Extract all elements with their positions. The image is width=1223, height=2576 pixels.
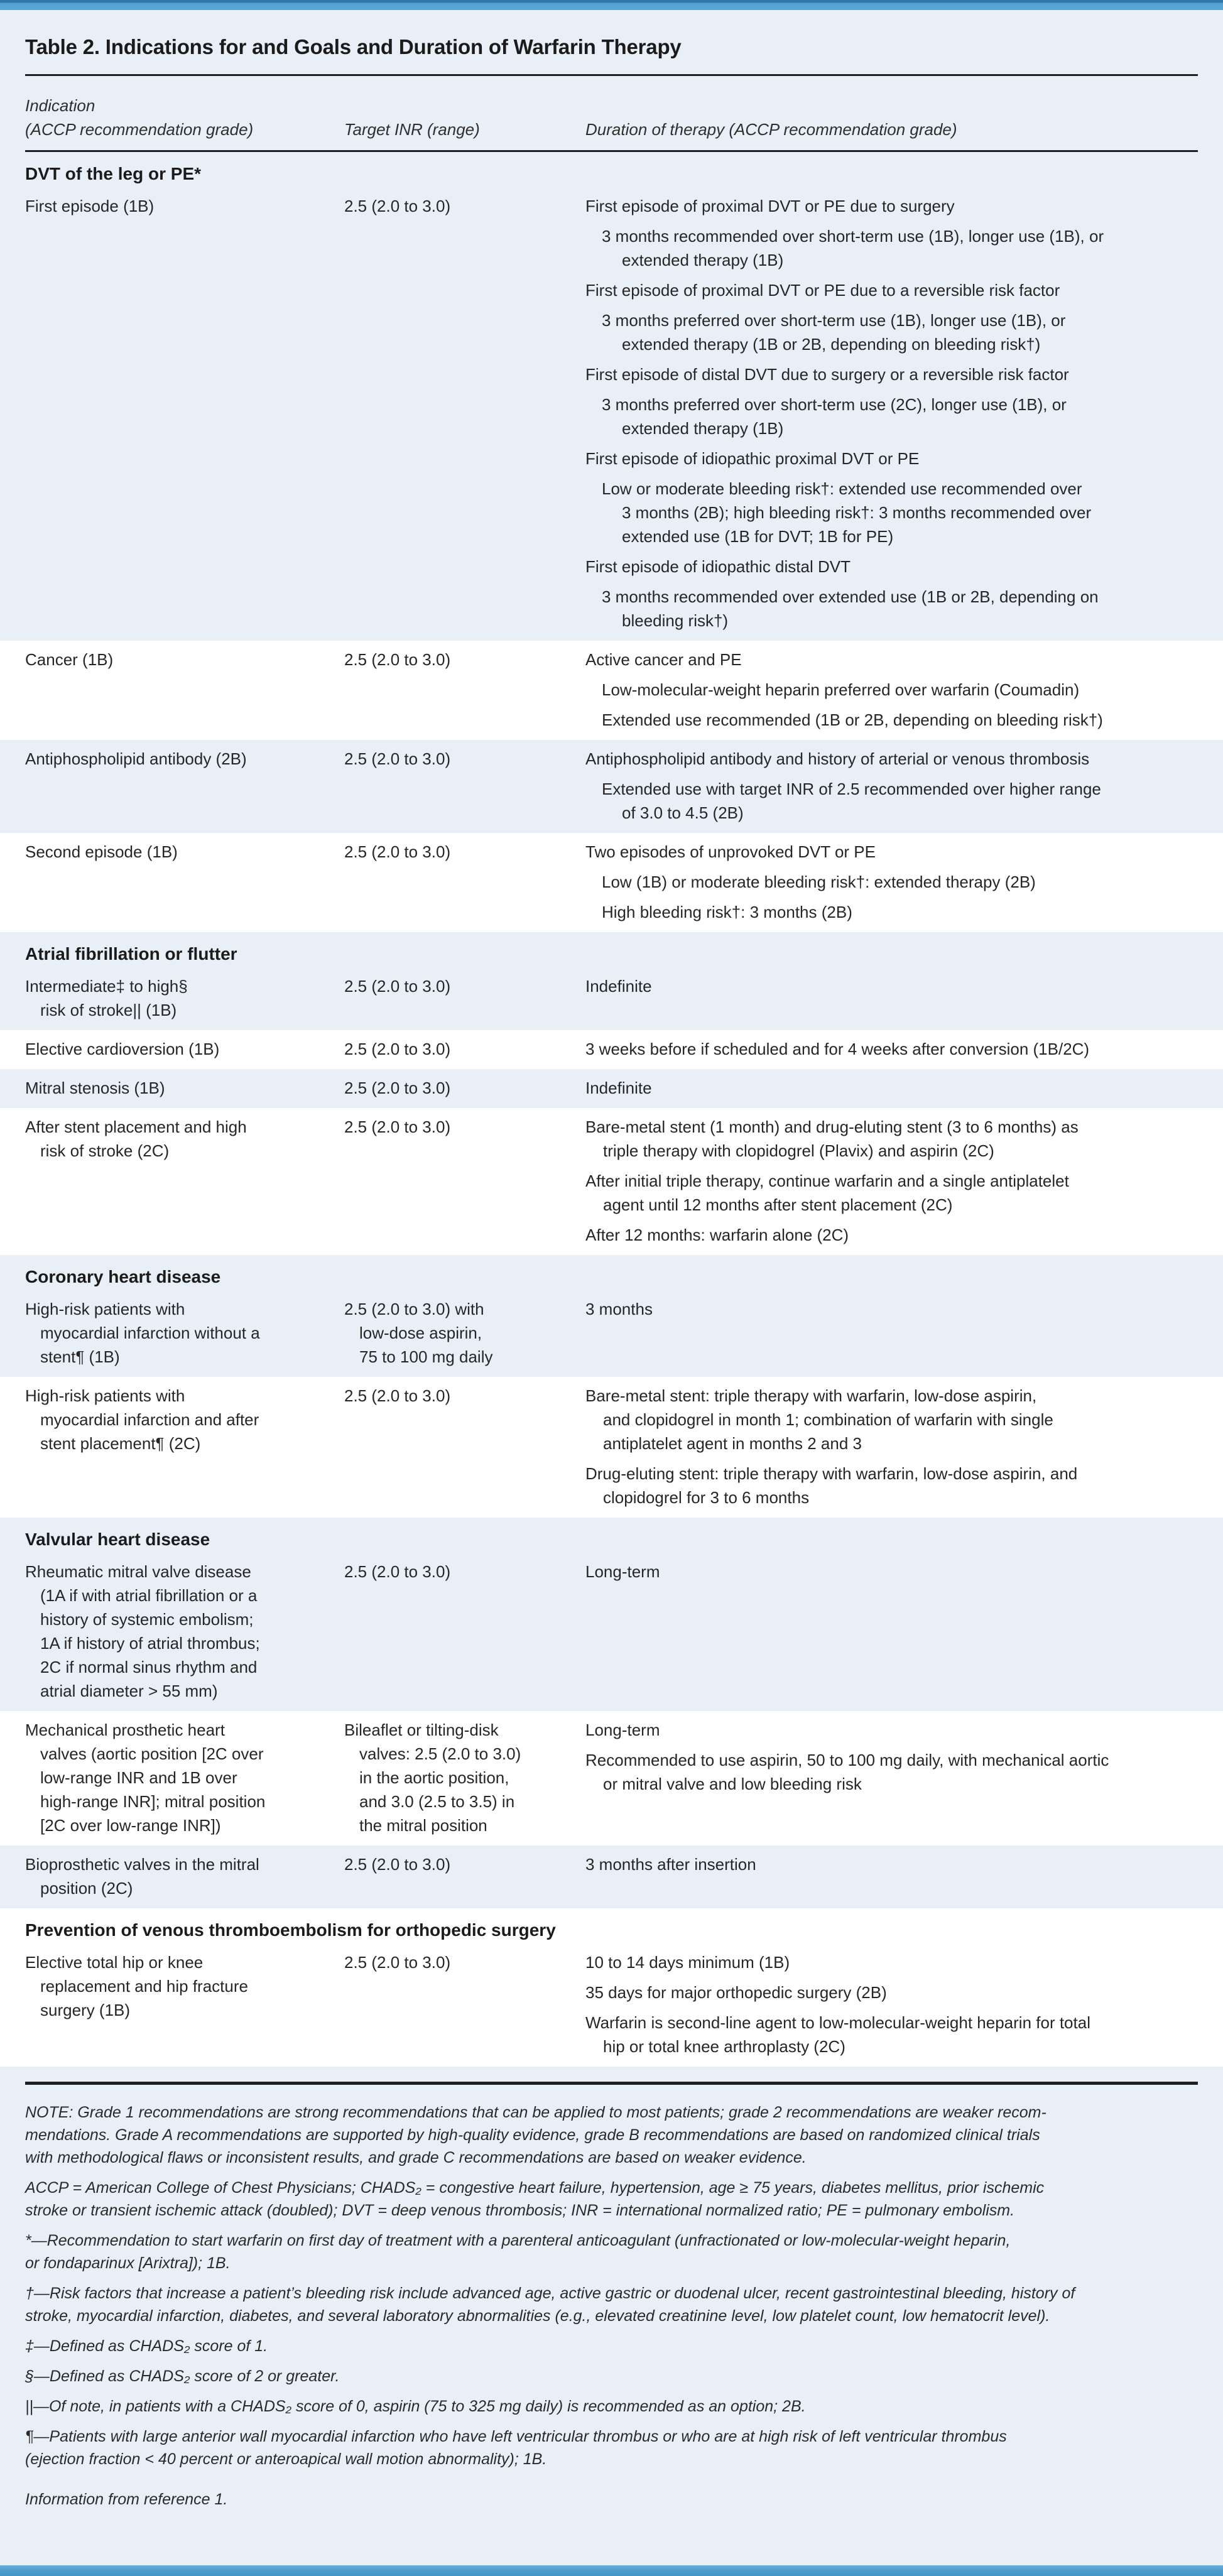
indication-line: stent¶ (1B) <box>40 1347 120 1366</box>
target-inr-line: in the aortic position, <box>359 1768 509 1787</box>
table-band <box>0 1518 1223 1711</box>
indication-cell <box>25 1115 344 1247</box>
duration-item <box>585 1560 1198 1584</box>
duration-line: or mitral valve and low bleeding risk <box>603 1774 862 1793</box>
indication-line: Second episode (1B) <box>25 842 178 861</box>
target-inr-line: 2.5 (2.0 to 3.0) <box>344 1079 451 1097</box>
duration-line: Low or moderate bleeding risk†: extended use recommended over <box>602 479 1082 498</box>
indication-line: Mitral stenosis (1B) <box>25 1079 165 1097</box>
indication-cell <box>25 194 344 633</box>
footnote-line: ||—Of note, in patients with a CHADS₂ score of 0, aspirin (75 to 325 mg daily) is recommended as an option; 2B. <box>25 2398 806 2415</box>
indication-cell <box>25 974 344 1022</box>
indication-line: risk of stroke|| (1B) <box>40 1001 177 1019</box>
indication-line: Bioprosthetic valves in the mitral <box>25 1855 259 1874</box>
duration-line: 10 to 14 days minimum (1B) <box>585 1953 790 1972</box>
target-inr-line: 2.5 (2.0 to 3.0) <box>344 1855 451 1874</box>
column-header-line: (ACCP recommendation grade) <box>25 120 254 139</box>
target-inr-cell <box>344 974 585 1022</box>
duration-line: Drug-eluting stent: triple therapy with warfarin, low-dose aspirin, and <box>585 1464 1078 1483</box>
footnote <box>25 2229 1198 2274</box>
section-header: Atrial fibrillation or flutter <box>25 944 237 964</box>
indication-line: After stent placement and high <box>25 1117 247 1136</box>
duration-line: triple therapy with clopidogrel (Plavix) and aspirin (2C) <box>603 1141 994 1160</box>
duration-item <box>585 477 1198 548</box>
target-inr-cell <box>344 1076 585 1100</box>
duration-item <box>585 1748 1198 1796</box>
top-accent-bar <box>0 0 1223 10</box>
duration-item <box>585 1852 1198 1876</box>
indication-cell <box>25 747 344 825</box>
duration-cell <box>585 1037 1198 1061</box>
indication-cell <box>25 1718 344 1837</box>
target-inr-cell <box>344 747 585 825</box>
indication-line: High-risk patients with <box>25 1300 185 1318</box>
duration-item <box>585 1037 1198 1061</box>
duration-line: Indefinite <box>585 1079 652 1097</box>
indication-line: surgery (1B) <box>40 2001 131 2019</box>
duration-line: Two episodes of unprovoked DVT or PE <box>585 842 876 861</box>
indication-line: 2C if normal sinus rhythm and <box>40 1658 258 1677</box>
footnote-line: ‡—Defined as CHADS₂ score of 1. <box>25 2337 268 2355</box>
duration-line: Indefinite <box>585 977 652 996</box>
table-row <box>25 1845 1198 1908</box>
footnote <box>25 2425 1198 2470</box>
duration-item <box>585 555 1198 579</box>
indication-line: (1A if with atrial fibrillation or a <box>40 1586 258 1605</box>
table-band <box>0 740 1223 833</box>
target-inr-line: 2.5 (2.0 to 3.0) <box>344 1953 451 1972</box>
target-inr-line: 2.5 (2.0 to 3.0) <box>344 197 451 215</box>
footnote-line: stroke, myocardial infarction, diabetes, and several laboratory abnormalities (e.g., elevated creatinine level, low platelet count, low hematocrit level). <box>25 2307 1050 2325</box>
duration-cell <box>585 840 1198 924</box>
footnote-line: with methodological flaws or inconsistent results, and grade C recommendations are based on weaker evidence. <box>25 2149 807 2166</box>
duration-line: Long-term <box>585 1562 660 1581</box>
duration-line: Low-molecular-weight heparin preferred over warfarin (Coumadin) <box>602 680 1080 699</box>
footnote-line: ACCP = American College of Chest Physicians; CHADS₂ = congestive heart failure, hypertension, age ≥ 75 years, diabetes mellitus, prior ischemic <box>25 2179 1045 2197</box>
duration-line: of 3.0 to 4.5 (2B) <box>622 803 744 822</box>
duration-cell <box>585 1950 1198 2058</box>
footnote <box>25 2488 1198 2511</box>
footnote-line: NOTE: Grade 1 recommendations are strong recommendations that can be applied to most patients; grade 2 recommendations are weaker recom- <box>25 2104 1046 2121</box>
duration-line: Active cancer and PE <box>585 650 742 669</box>
duration-line: antiplatelet agent in months 2 and 3 <box>603 1434 862 1453</box>
target-inr-line: 2.5 (2.0 to 3.0) <box>344 1117 451 1136</box>
target-inr-cell <box>344 1950 585 2058</box>
duration-line: First episode of proximal DVT or PE due to a reversible risk factor <box>585 281 1060 300</box>
duration-cell <box>585 648 1198 732</box>
indication-line: High-risk patients with <box>25 1386 185 1405</box>
table-band <box>0 1845 1223 1908</box>
duration-item <box>585 747 1198 771</box>
target-inr-line: the mitral position <box>359 1816 487 1835</box>
duration-item <box>585 1384 1198 1455</box>
duration-item <box>585 224 1198 272</box>
indication-line: First episode (1B) <box>25 197 155 215</box>
table-band <box>0 833 1223 932</box>
duration-item <box>585 194 1198 218</box>
duration-item <box>585 1076 1198 1100</box>
duration-item <box>585 2011 1198 2058</box>
target-inr-cell <box>344 1037 585 1061</box>
footnote <box>25 2395 1198 2418</box>
duration-item <box>585 1981 1198 2004</box>
footnote-line: †—Risk factors that increase a patient’s bleeding risk include advanced age, active gastric or duodenal ulcer, recent gastrointestinal bleeding, history of <box>25 2285 1075 2302</box>
duration-item <box>585 708 1198 732</box>
footnote-line: (ejection fraction < 40 percent or anteroapical wall motion abnormality); 1B. <box>25 2450 547 2468</box>
table-row <box>25 1553 1198 1711</box>
indication-cell <box>25 1950 344 2058</box>
indication-cell <box>25 648 344 732</box>
target-inr-line: 2.5 (2.0 to 3.0) <box>344 749 451 768</box>
table-row <box>25 1108 1198 1255</box>
duration-line: Extended use recommended (1B or 2B, depending on bleeding risk†) <box>602 710 1103 729</box>
duration-item <box>585 678 1198 702</box>
footnote <box>25 2177 1198 2222</box>
indication-line: history of systemic embolism; <box>40 1610 254 1629</box>
duration-item <box>585 840 1198 864</box>
duration-cell <box>585 1384 1198 1509</box>
duration-cell <box>585 1297 1198 1369</box>
table-row <box>25 1377 1198 1518</box>
duration-line: 3 weeks before if scheduled and for 4 weeks after conversion (1B/2C) <box>585 1040 1090 1058</box>
indication-cell <box>25 1852 344 1900</box>
duration-line: High bleeding risk†: 3 months (2B) <box>602 903 852 921</box>
duration-line: 3 months preferred over short-term use (1B), longer use (1B), or <box>602 311 1066 330</box>
footnote-line: Information from reference 1. <box>25 2491 228 2508</box>
target-inr-line: 2.5 (2.0 to 3.0) <box>344 1562 451 1581</box>
target-inr-cell <box>344 194 585 633</box>
footnote-line: or fondaparinux [Arixtra]); 1B. <box>25 2254 231 2272</box>
target-inr-cell <box>344 840 585 924</box>
duration-line: Low (1B) or moderate bleeding risk†: extended therapy (2B) <box>602 872 1036 891</box>
table-row <box>25 1030 1198 1069</box>
duration-item <box>585 393 1198 440</box>
column-header-duration: Duration of therapy (ACCP recommendation grade) <box>585 120 957 139</box>
duration-item <box>585 308 1198 356</box>
section-header: DVT of the leg or PE* <box>25 164 202 183</box>
duration-item <box>585 1115 1198 1163</box>
duration-line: Long-term <box>585 1720 660 1739</box>
indication-line: 1A if history of atrial thrombus; <box>40 1634 260 1653</box>
footnotes <box>0 2085 1223 2530</box>
target-inr-cell <box>344 1384 585 1509</box>
duration-cell <box>585 1718 1198 1837</box>
target-inr-cell <box>344 648 585 732</box>
table-row <box>25 740 1198 833</box>
table-band <box>0 932 1223 1030</box>
duration-line: Antiphospholipid antibody and history of arterial or venous thrombosis <box>585 749 1090 768</box>
duration-line: extended therapy (1B or 2B, depending on bleeding risk†) <box>622 335 1041 354</box>
indication-line: position (2C) <box>40 1879 133 1898</box>
duration-cell <box>585 974 1198 1022</box>
duration-line: 35 days for major orthopedic surgery (2B) <box>585 1983 887 2002</box>
footnote <box>25 2365 1198 2388</box>
footnote-line: stroke or transient ischemic attack (doubled); DVT = deep venous thrombosis; INR = international normalized ratio; PE = pulmonary embolism. <box>25 2202 1015 2219</box>
table-row <box>25 641 1198 740</box>
table-band <box>0 1255 1223 1377</box>
footnote <box>25 2282 1198 2327</box>
duration-line: 3 months <box>585 1300 653 1318</box>
target-inr-cell <box>344 1115 585 1247</box>
footnote-line: §—Defined as CHADS₂ score of 2 or greater. <box>25 2367 340 2385</box>
indication-line: Antiphospholipid antibody (2B) <box>25 749 247 768</box>
target-inr-line: 2.5 (2.0 to 3.0) <box>344 1386 451 1405</box>
indication-line: low-range INR and 1B over <box>40 1768 237 1787</box>
indication-line: risk of stroke (2C) <box>40 1141 170 1160</box>
duration-line: Bare-metal stent (1 month) and drug-eluting stent (3 to 6 months) as <box>585 1117 1079 1136</box>
target-inr-cell <box>344 1560 585 1703</box>
duration-item <box>585 278 1198 302</box>
footnote <box>25 2101 1198 2169</box>
indication-line: [2C over low-range INR]) <box>40 1816 221 1835</box>
table-band <box>0 1711 1223 1845</box>
target-inr-line: 2.5 (2.0 to 3.0) <box>344 650 451 669</box>
table-body <box>0 152 1223 2067</box>
indication-line: myocardial infarction without a <box>40 1323 260 1342</box>
indication-line: myocardial infarction and after <box>40 1410 259 1429</box>
duration-line: Extended use with target INR of 2.5 recommended over higher range <box>602 780 1101 798</box>
indication-cell <box>25 1384 344 1509</box>
section-header: Prevention of venous thromboembolism for orthopedic surgery <box>25 1920 556 1940</box>
duration-line: Warfarin is second-line agent to low-molecular-weight heparin for total <box>585 2013 1090 2032</box>
duration-item <box>585 1462 1198 1509</box>
duration-line: hip or total knee arthroplasty (2C) <box>603 2037 845 2056</box>
duration-cell <box>585 1560 1198 1703</box>
duration-line: bleeding risk†) <box>622 611 729 630</box>
table-row <box>25 1290 1198 1377</box>
duration-item <box>585 1223 1198 1247</box>
target-inr-line: low-dose aspirin, <box>359 1323 482 1342</box>
duration-line: 3 months preferred over short-term use (2C), longer use (1B), or <box>602 395 1067 414</box>
target-inr-line: 2.5 (2.0 to 3.0) <box>344 842 451 861</box>
duration-cell <box>585 194 1198 633</box>
indication-cell <box>25 1037 344 1061</box>
indication-line: Elective total hip or knee <box>25 1953 204 1972</box>
table-header-area <box>0 10 1223 152</box>
table-band <box>0 152 1223 641</box>
bottom-accent-bar <box>0 2565 1223 2576</box>
duration-line: 3 months recommended over short-term use (1B), longer use (1B), or <box>602 227 1104 246</box>
duration-cell <box>585 1076 1198 1100</box>
table-row <box>25 1943 1198 2067</box>
target-inr-line: and 3.0 (2.5 to 3.5) in <box>359 1792 515 1811</box>
duration-item <box>585 1718 1198 1742</box>
indication-cell <box>25 1297 344 1369</box>
duration-line: First episode of idiopathic distal DVT <box>585 557 851 576</box>
target-inr-cell <box>344 1852 585 1900</box>
duration-item <box>585 870 1198 894</box>
footnote-line: *—Recommendation to start warfarin on first day of treatment with a parenteral anticoagulant (unfractionated or low-molecular-weight heparin, <box>25 2232 1011 2249</box>
duration-line: After initial triple therapy, continue warfarin and a single antiplatelet <box>585 1171 1069 1190</box>
duration-line: 3 months (2B); high bleeding risk†: 3 months recommended over <box>622 503 1092 522</box>
indication-line: Elective cardioversion (1B) <box>25 1040 220 1058</box>
section-header: Coronary heart disease <box>25 1267 221 1286</box>
duration-item <box>585 974 1198 998</box>
duration-line: extended therapy (1B) <box>622 419 784 438</box>
duration-line: After 12 months: warfarin alone (2C) <box>585 1226 849 1244</box>
indication-line: high-range INR]; mitral position <box>40 1792 266 1811</box>
section-header: Valvular heart disease <box>25 1530 210 1549</box>
duration-line: extended therapy (1B) <box>622 251 784 269</box>
duration-item <box>585 900 1198 924</box>
indication-line: Mechanical prosthetic heart <box>25 1720 225 1739</box>
indication-line: replacement and hip fracture <box>40 1977 248 1996</box>
indication-line: Cancer (1B) <box>25 650 114 669</box>
target-inr-cell <box>344 1718 585 1837</box>
duration-line: clopidogrel for 3 to 6 months <box>603 1488 810 1507</box>
duration-line: First episode of proximal DVT or PE due to surgery <box>585 197 955 215</box>
duration-item <box>585 777 1198 825</box>
table-band <box>0 641 1223 740</box>
table-row <box>25 1069 1198 1108</box>
footnote <box>25 2335 1198 2357</box>
duration-line: 3 months after insertion <box>585 1855 756 1874</box>
duration-line: Bare-metal stent: triple therapy with warfarin, low-dose aspirin, <box>585 1386 1037 1405</box>
duration-item <box>585 362 1198 386</box>
duration-item <box>585 585 1198 633</box>
duration-line: First episode of idiopathic proximal DVT or PE <box>585 449 920 468</box>
indication-cell <box>25 1076 344 1100</box>
duration-item <box>585 1297 1198 1321</box>
indication-line: valves (aortic position [2C over <box>40 1744 264 1763</box>
duration-line: agent until 12 months after stent placement (2C) <box>603 1195 953 1214</box>
target-inr-line: 2.5 (2.0 to 3.0) <box>344 1040 451 1058</box>
duration-item <box>585 447 1198 470</box>
duration-line: 3 months recommended over extended use (1B or 2B, depending on <box>602 587 1099 606</box>
column-header-target-inr: Target INR (range) <box>344 120 480 139</box>
table-band <box>0 1908 1223 2067</box>
target-inr-line: 75 to 100 mg daily <box>359 1347 493 1366</box>
column-header-row <box>25 76 1198 150</box>
footnote-line: ¶—Patients with large anterior wall myocardial infarction who have left ventricular thrombus or who are at high risk of left ventricular thrombus <box>25 2428 1007 2445</box>
duration-cell <box>585 747 1198 825</box>
indication-cell <box>25 840 344 924</box>
table-title: Table 2. Indications for and Goals and Duration of Warfarin Therapy <box>25 35 682 58</box>
table-band <box>0 1069 1223 1108</box>
duration-cell <box>585 1852 1198 1900</box>
table-row <box>25 1711 1198 1845</box>
table-band <box>0 1108 1223 1255</box>
indication-line: Intermediate‡ to high§ <box>25 977 188 996</box>
footnote-line: mendations. Grade A recommendations are supported by high-quality evidence, grade B recommendations are based on randomized clinical trials <box>25 2126 1040 2144</box>
column-header-indication <box>25 94 344 141</box>
column-header-line: Indication <box>25 96 95 115</box>
table-row <box>25 967 1198 1030</box>
table-band <box>0 1377 1223 1518</box>
table-band <box>0 1030 1223 1069</box>
indication-cell <box>25 1560 344 1703</box>
duration-item <box>585 648 1198 671</box>
indication-line: stent placement¶ (2C) <box>40 1434 201 1453</box>
target-inr-line: 2.5 (2.0 to 3.0) with <box>344 1300 484 1318</box>
indication-line: atrial diameter > 55 mm) <box>40 1682 218 1700</box>
duration-line: extended use (1B for DVT; 1B for PE) <box>622 527 894 546</box>
duration-item <box>585 1169 1198 1217</box>
table-row <box>25 187 1198 641</box>
duration-line: Recommended to use aspirin, 50 to 100 mg daily, with mechanical aortic <box>585 1751 1109 1769</box>
target-inr-line: 2.5 (2.0 to 3.0) <box>344 977 451 996</box>
duration-line: and clopidogrel in month 1; combination of warfarin with single <box>603 1410 1053 1429</box>
target-inr-line: Bileaflet or tilting-disk <box>344 1720 499 1739</box>
target-inr-cell <box>344 1297 585 1369</box>
duration-line: First episode of distal DVT due to surgery or a reversible risk factor <box>585 365 1069 384</box>
target-inr-line: valves: 2.5 (2.0 to 3.0) <box>359 1744 521 1763</box>
indication-line: Rheumatic mitral valve disease <box>25 1562 251 1581</box>
duration-item <box>585 1950 1198 1974</box>
table-row <box>25 833 1198 932</box>
duration-cell <box>585 1115 1198 1247</box>
